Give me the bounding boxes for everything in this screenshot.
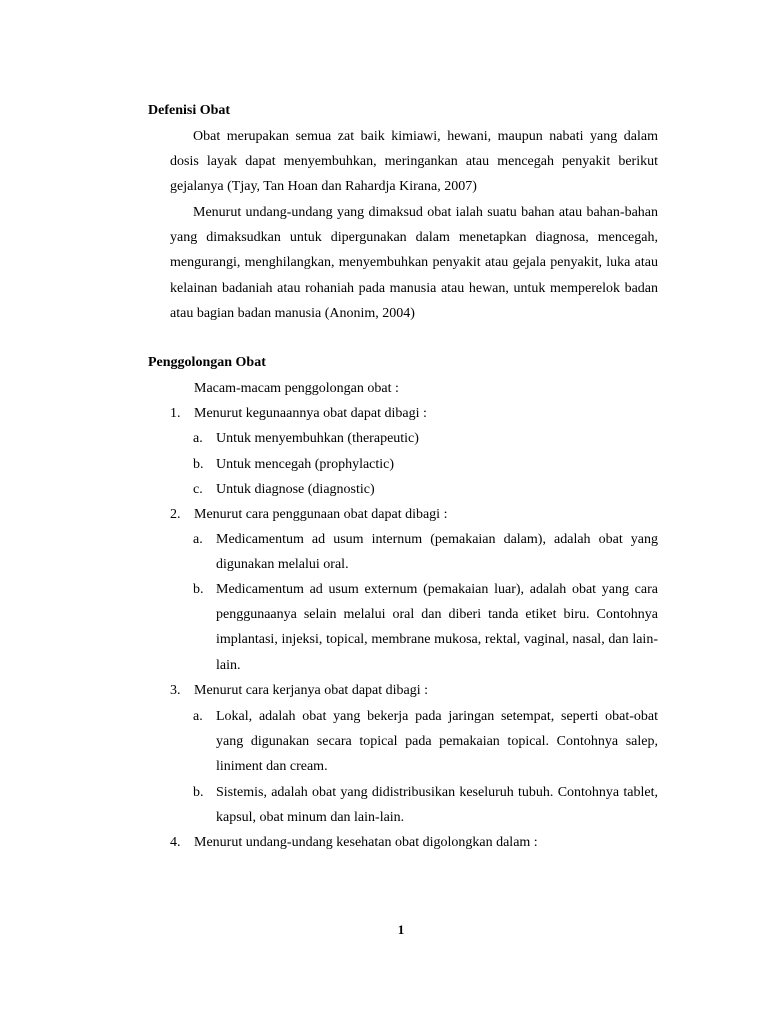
- sublist-letter: a.: [193, 709, 203, 724]
- sublist-item-text: Untuk mencegah (prophylactic): [216, 457, 395, 472]
- sublist-item-text: Untuk diagnose (diagnostic): [216, 482, 375, 497]
- paragraph-definisi-1: Obat merupakan semua zat baik kimiawi, hewani, maupun nabati yang dalam dosis layak dapat menyembuhkan, meringankan atau mencegah penyakit berikut gejalanya (Tjay, Tan Hoan dan Rahardja Kirana, 2007): [170, 129, 658, 195]
- sublist-item-text: Medicamentum ad usum externum (pemakaian luar), adalah obat yang cara penggunaanya selain melalui oral dan diberi tanda etiket biru. Contohnya implantasi, injeksi, topical, membrane mukosa, rektal, vaginal, nasal, dan lain-lain.: [216, 582, 658, 673]
- list-number: 2.: [170, 507, 181, 522]
- list-item-text: Menurut cara kerjanya obat dapat dibagi :: [194, 683, 429, 698]
- list-item-text: Menurut undang-undang kesehatan obat digolongkan dalam :: [194, 835, 538, 850]
- sublist-letter: c.: [193, 482, 203, 497]
- sublist-item-text: Sistemis, adalah obat yang didistribusikan keseluruh tubuh. Contohnya tablet, kapsul, obat minum dan lain-lain.: [216, 785, 658, 826]
- paragraph-definisi-2: Menurut undang-undang yang dimaksud obat ialah suatu bahan atau bahan-bahan yang dimaksudkan untuk dipergunakan dalam menetapkan diagnosa, mencegah, mengurangi, menghilangkan, menyembuhkan penyakit atau gejala penyakit, luka atau kelainan badaniah atau rohaniah pada manusia atau hewan, untuk memperelok badan atau bagian badan manusia (Anonim, 2004): [170, 205, 658, 321]
- sublist-letter: b.: [193, 582, 204, 597]
- section-heading-definisi: Defenisi Obat: [148, 103, 231, 118]
- sublist-letter: a.: [193, 431, 203, 446]
- sublist-item-text: Medicamentum ad usum internum (pemakaian dalam), adalah obat yang digunakan melalui oral.: [216, 532, 658, 573]
- sublist-item-text: Lokal, adalah obat yang bekerja pada jaringan setempat, seperti obat-obat yang digunakan secara topical pada pemakaian topical. Contohnya salep, liniment dan cream.: [216, 709, 658, 775]
- page-number: 1: [397, 922, 405, 937]
- section-heading-penggolongan: Penggolongan Obat: [148, 355, 266, 370]
- sublist-letter: b.: [193, 785, 204, 800]
- list-item-text: Menurut kegunaannya obat dapat dibagi :: [194, 406, 427, 421]
- sublist-letter: b.: [193, 457, 204, 472]
- list-item-text: Menurut cara penggunaan obat dapat dibagi :: [194, 507, 448, 522]
- list-number: 1.: [170, 406, 181, 421]
- list-number: 4.: [170, 835, 181, 850]
- sublist-item-text: Untuk menyembuhkan (therapeutic): [216, 431, 419, 446]
- list-number: 3.: [170, 683, 181, 698]
- sublist-letter: a.: [193, 532, 203, 547]
- list-intro: Macam-macam penggolongan obat :: [194, 381, 399, 396]
